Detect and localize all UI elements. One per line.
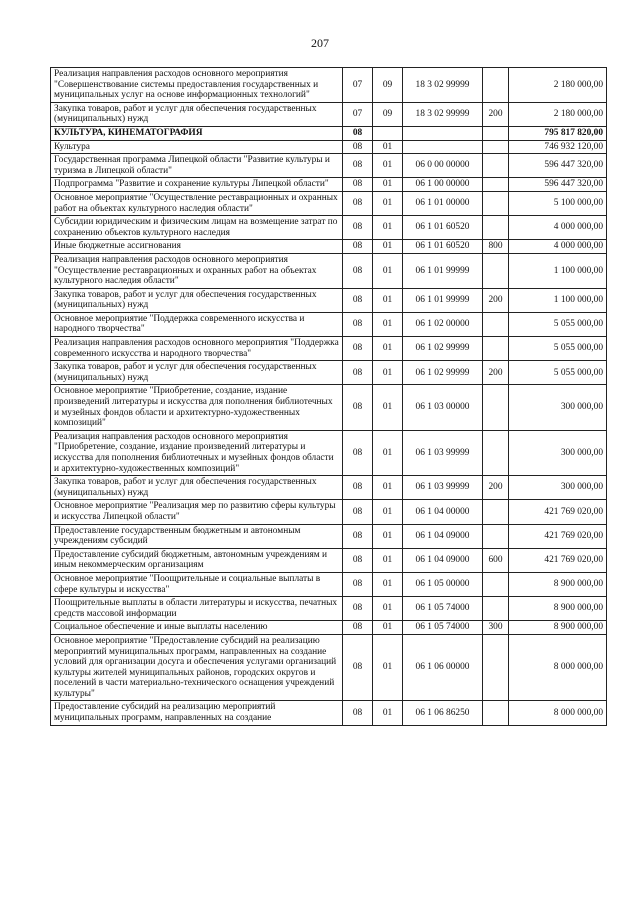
table-row — [51, 68, 607, 103]
row-razdel-cell: 08 — [343, 253, 373, 288]
row-name-cell: Реализация направления расходов основного мероприятия "Совершенствование системы предоставления государственных и муниципальных услуг на основе информационных технологий" — [51, 68, 343, 103]
row-target-article-cell: 06 1 06 86250 — [403, 701, 483, 725]
row-razdel-cell: 08 — [343, 621, 373, 635]
row-podrazdel-cell: 01 — [373, 240, 403, 254]
row-target-article-cell: 18 3 02 99999 — [403, 102, 483, 126]
table-row — [51, 216, 607, 240]
row-podrazdel-cell: 09 — [373, 68, 403, 103]
row-razdel-cell: 08 — [343, 634, 373, 701]
row-name-cell: Закупка товаров, работ и услуг для обеспечения государственных (муниципальных) нужд — [51, 476, 343, 500]
row-razdel-cell: 08 — [343, 240, 373, 254]
row-podrazdel-cell: 01 — [373, 140, 403, 154]
row-expense-type-cell — [483, 701, 509, 725]
row-target-article-cell: 06 1 01 99999 — [403, 253, 483, 288]
row-podrazdel-cell — [373, 126, 403, 140]
row-target-article-cell: 06 1 05 74000 — [403, 597, 483, 621]
row-podrazdel-cell: 01 — [373, 524, 403, 548]
table-row — [51, 476, 607, 500]
row-name-cell: Государственная программа Липецкой области "Развитие культуры и туризма в Липецкой области" — [51, 154, 343, 178]
row-amount-cell: 795 817 820,00 — [509, 126, 607, 140]
row-name-cell: Закупка товаров, работ и услуг для обеспечения государственных (муниципальных) нужд — [51, 288, 343, 312]
row-expense-type-cell — [483, 68, 509, 103]
row-podrazdel-cell: 01 — [373, 430, 403, 475]
row-podrazdel-cell: 01 — [373, 634, 403, 701]
row-target-article-cell: 06 1 03 99999 — [403, 476, 483, 500]
row-name-cell: Поощрительные выплаты в области литературы и искусства, печатных средств массовой информации — [51, 597, 343, 621]
row-expense-type-cell: 800 — [483, 240, 509, 254]
row-expense-type-cell — [483, 500, 509, 524]
row-target-article-cell: 06 0 00 00000 — [403, 154, 483, 178]
row-podrazdel-cell: 01 — [373, 385, 403, 430]
row-expense-type-cell: 200 — [483, 102, 509, 126]
row-name-cell: Основное мероприятие "Предоставление субсидий на реализацию мероприятий муниципальных программ, направленных на создание условий для организации досуга и обеспечения услугами организаций культуры жителей муниципальных районов, городских округов и поселений в части материально-технического оснащения учреждений культуры" — [51, 634, 343, 701]
row-expense-type-cell — [483, 178, 509, 192]
table-row — [51, 312, 607, 336]
row-amount-cell: 746 932 120,00 — [509, 140, 607, 154]
row-target-article-cell: 06 1 00 00000 — [403, 178, 483, 192]
table-row — [51, 621, 607, 635]
row-target-article-cell: 06 1 03 99999 — [403, 430, 483, 475]
table-row — [51, 361, 607, 385]
row-expense-type-cell — [483, 597, 509, 621]
row-razdel-cell: 08 — [343, 548, 373, 572]
row-target-article-cell — [403, 126, 483, 140]
table-row — [51, 548, 607, 572]
row-target-article-cell: 06 1 05 00000 — [403, 572, 483, 596]
row-expense-type-cell — [483, 216, 509, 240]
row-podrazdel-cell: 01 — [373, 361, 403, 385]
table-row — [51, 572, 607, 596]
row-razdel-cell: 08 — [343, 126, 373, 140]
row-name-cell: Предоставление субсидий бюджетным, автономным учреждениям и иным некоммерческим организациям — [51, 548, 343, 572]
row-amount-cell: 1 100 000,00 — [509, 288, 607, 312]
row-name-cell: Реализация направления расходов основного мероприятия "Приобретение, создание, издание произведений литературы и искусства для пополнения библиотечных и музейных фондов области и архитектурно-художественных композиций" — [51, 430, 343, 475]
table-row — [51, 385, 607, 430]
row-expense-type-cell: 600 — [483, 548, 509, 572]
row-razdel-cell: 08 — [343, 312, 373, 336]
table-row — [51, 500, 607, 524]
row-name-cell: Основное мероприятие "Поддержка современного искусства и народного творчества" — [51, 312, 343, 336]
row-target-article-cell: 06 1 02 99999 — [403, 337, 483, 361]
row-podrazdel-cell: 01 — [373, 178, 403, 192]
row-podrazdel-cell: 01 — [373, 288, 403, 312]
row-target-article-cell: 06 1 04 09000 — [403, 548, 483, 572]
table-row — [51, 337, 607, 361]
row-expense-type-cell — [483, 430, 509, 475]
row-amount-cell: 8 900 000,00 — [509, 597, 607, 621]
table-row — [51, 634, 607, 701]
table-row — [51, 178, 607, 192]
page-number: 207 — [311, 36, 329, 50]
row-expense-type-cell — [483, 140, 509, 154]
row-amount-cell: 1 100 000,00 — [509, 253, 607, 288]
table-row — [51, 191, 607, 215]
row-expense-type-cell — [483, 154, 509, 178]
row-podrazdel-cell: 01 — [373, 572, 403, 596]
budget-table — [50, 67, 607, 726]
row-amount-cell: 8 900 000,00 — [509, 572, 607, 596]
row-target-article-cell — [403, 140, 483, 154]
row-razdel-cell: 07 — [343, 68, 373, 103]
row-name-cell: Основное мероприятие "Реализация мер по развитию сферы культуры и искусства Липецкой области" — [51, 500, 343, 524]
row-target-article-cell: 06 1 03 00000 — [403, 385, 483, 430]
table-row — [51, 524, 607, 548]
row-name-cell: Субсидии юридическим и физическим лицам на возмещение затрат по сохранению объектов культурного наследия — [51, 216, 343, 240]
row-amount-cell: 596 447 320,00 — [509, 178, 607, 192]
table-row — [51, 430, 607, 475]
row-expense-type-cell — [483, 191, 509, 215]
row-expense-type-cell: 200 — [483, 288, 509, 312]
row-expense-type-cell: 200 — [483, 476, 509, 500]
row-target-article-cell: 06 1 02 00000 — [403, 312, 483, 336]
row-amount-cell: 5 100 000,00 — [509, 191, 607, 215]
row-name-cell: Подпрограмма "Развитие и сохранение культуры Липецкой области" — [51, 178, 343, 192]
row-amount-cell: 4 000 000,00 — [509, 216, 607, 240]
row-amount-cell: 2 180 000,00 — [509, 68, 607, 103]
row-podrazdel-cell: 01 — [373, 597, 403, 621]
row-expense-type-cell — [483, 337, 509, 361]
row-name-cell: Закупка товаров, работ и услуг для обеспечения государственных (муниципальных) нужд — [51, 102, 343, 126]
row-razdel-cell: 08 — [343, 337, 373, 361]
row-razdel-cell: 08 — [343, 476, 373, 500]
row-name-cell: Предоставление субсидий на реализацию мероприятий муниципальных программ, направленных на создание — [51, 701, 343, 725]
row-razdel-cell: 08 — [343, 154, 373, 178]
row-target-article-cell: 18 3 02 99999 — [403, 68, 483, 103]
row-amount-cell: 5 055 000,00 — [509, 337, 607, 361]
row-target-article-cell: 06 1 02 99999 — [403, 361, 483, 385]
row-amount-cell: 8 000 000,00 — [509, 701, 607, 725]
row-podrazdel-cell: 01 — [373, 621, 403, 635]
row-amount-cell: 2 180 000,00 — [509, 102, 607, 126]
table-row — [51, 253, 607, 288]
table-row — [51, 126, 607, 140]
row-target-article-cell: 06 1 01 60520 — [403, 240, 483, 254]
row-razdel-cell: 08 — [343, 361, 373, 385]
row-podrazdel-cell: 01 — [373, 312, 403, 336]
row-razdel-cell: 08 — [343, 216, 373, 240]
row-target-article-cell: 06 1 06 00000 — [403, 634, 483, 701]
row-target-article-cell: 06 1 05 74000 — [403, 621, 483, 635]
row-name-cell: Основное мероприятие "Приобретение, создание, издание произведений литературы и искусства для пополнения библиотечных и музейных фондов области и архитектурно-художественных композиций" — [51, 385, 343, 430]
row-name-cell: Реализация направления расходов основного мероприятия "Поддержка современного искусства и народного творчества" — [51, 337, 343, 361]
row-amount-cell: 4 000 000,00 — [509, 240, 607, 254]
row-target-article-cell: 06 1 04 00000 — [403, 500, 483, 524]
row-razdel-cell: 08 — [343, 430, 373, 475]
row-expense-type-cell — [483, 253, 509, 288]
table-row — [51, 288, 607, 312]
table-row — [51, 140, 607, 154]
row-razdel-cell: 08 — [343, 178, 373, 192]
table-row — [51, 240, 607, 254]
row-expense-type-cell: 300 — [483, 621, 509, 635]
row-amount-cell: 421 769 020,00 — [509, 524, 607, 548]
row-razdel-cell: 08 — [343, 597, 373, 621]
row-razdel-cell: 08 — [343, 385, 373, 430]
row-podrazdel-cell: 01 — [373, 476, 403, 500]
row-razdel-cell: 08 — [343, 140, 373, 154]
row-target-article-cell: 06 1 01 99999 — [403, 288, 483, 312]
row-name-cell: Предоставление государственным бюджетным и автономным учреждениям субсидий — [51, 524, 343, 548]
row-podrazdel-cell: 01 — [373, 500, 403, 524]
row-razdel-cell: 08 — [343, 500, 373, 524]
row-name-cell: Реализация направления расходов основного мероприятия "Осуществление реставрационных и охранных работ на объектах культурного наследия области" — [51, 253, 343, 288]
row-name-cell: Культура — [51, 140, 343, 154]
row-name-cell: Иные бюджетные ассигнования — [51, 240, 343, 254]
row-podrazdel-cell: 01 — [373, 191, 403, 215]
row-amount-cell: 300 000,00 — [509, 385, 607, 430]
row-expense-type-cell: 200 — [483, 361, 509, 385]
row-amount-cell: 300 000,00 — [509, 430, 607, 475]
row-amount-cell: 421 769 020,00 — [509, 548, 607, 572]
row-amount-cell: 596 447 320,00 — [509, 154, 607, 178]
budget-table-body — [51, 68, 607, 726]
table-row — [51, 154, 607, 178]
row-podrazdel-cell: 09 — [373, 102, 403, 126]
row-podrazdel-cell: 01 — [373, 701, 403, 725]
table-row — [51, 701, 607, 725]
row-razdel-cell: 08 — [343, 701, 373, 725]
row-amount-cell: 300 000,00 — [509, 476, 607, 500]
row-target-article-cell: 06 1 04 09000 — [403, 524, 483, 548]
row-name-cell: Основное мероприятие "Осуществление реставрационных и охранных работ на объектах культурного наследия области" — [51, 191, 343, 215]
row-razdel-cell: 08 — [343, 524, 373, 548]
row-podrazdel-cell: 01 — [373, 154, 403, 178]
row-target-article-cell: 06 1 01 60520 — [403, 216, 483, 240]
row-expense-type-cell — [483, 634, 509, 701]
row-podrazdel-cell: 01 — [373, 253, 403, 288]
row-podrazdel-cell: 01 — [373, 216, 403, 240]
row-name-cell: Закупка товаров, работ и услуг для обеспечения государственных (муниципальных) нужд — [51, 361, 343, 385]
row-name-cell: Социальное обеспечение и иные выплаты населению — [51, 621, 343, 635]
row-amount-cell: 5 055 000,00 — [509, 361, 607, 385]
row-name-cell: КУЛЬТУРА, КИНЕМАТОГРАФИЯ — [51, 126, 343, 140]
row-expense-type-cell — [483, 126, 509, 140]
row-expense-type-cell — [483, 312, 509, 336]
row-amount-cell: 5 055 000,00 — [509, 312, 607, 336]
table-row — [51, 102, 607, 126]
row-razdel-cell: 08 — [343, 288, 373, 312]
row-razdel-cell: 08 — [343, 572, 373, 596]
row-podrazdel-cell: 01 — [373, 548, 403, 572]
row-amount-cell: 421 769 020,00 — [509, 500, 607, 524]
row-amount-cell: 8 900 000,00 — [509, 621, 607, 635]
row-expense-type-cell — [483, 572, 509, 596]
row-expense-type-cell — [483, 524, 509, 548]
row-name-cell: Основное мероприятие "Поощрительные и социальные выплаты в сфере культуры и искусства" — [51, 572, 343, 596]
table-row — [51, 597, 607, 621]
row-razdel-cell: 08 — [343, 191, 373, 215]
row-podrazdel-cell: 01 — [373, 337, 403, 361]
row-razdel-cell: 07 — [343, 102, 373, 126]
row-amount-cell: 8 000 000,00 — [509, 634, 607, 701]
row-expense-type-cell — [483, 385, 509, 430]
row-target-article-cell: 06 1 01 00000 — [403, 191, 483, 215]
